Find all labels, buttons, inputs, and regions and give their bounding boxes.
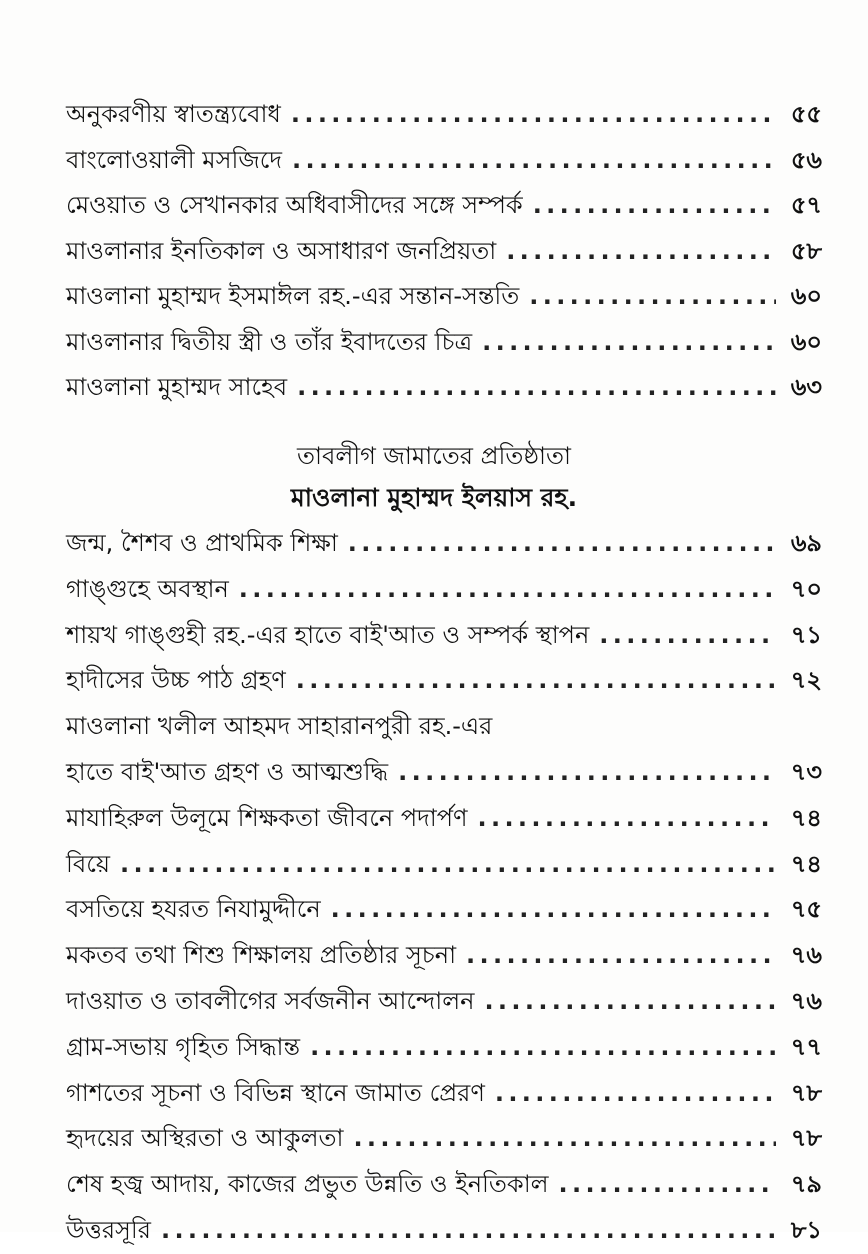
toc-entry-page: ৫৬: [790, 145, 822, 174]
toc-entry-title: হৃদয়ের অস্থিরতা ও আকুলতা: [66, 1124, 344, 1153]
toc-entry-page: ৫৭: [790, 191, 822, 219]
toc-entry-page: ৭১: [790, 620, 822, 649]
toc-entry-title: দাওয়াত ও তাবলীগের সর্বজনীন আন্দোলন: [66, 986, 475, 1015]
dot-leader: [310, 1025, 776, 1071]
toc-entry-title: গ্রাম-সভায় গৃহিত সিদ্ধান্ত: [66, 1032, 301, 1061]
toc-entry: [66, 229, 822, 275]
toc-entry: [66, 1025, 822, 1071]
dot-leader: [292, 138, 776, 184]
dot-leader: [348, 521, 776, 567]
toc-entry-title: মেওয়াত ও সেখানকার অধিবাসীদের সঙ্গে সম্পর্ক: [66, 191, 523, 219]
toc-entry: [66, 842, 822, 888]
toc-entry: [66, 138, 822, 184]
dot-leader: [599, 613, 776, 659]
toc-entry-title: বিয়ে: [66, 849, 111, 878]
toc-entry-title: মাওলানা মুহাম্মদ সাহেব: [66, 373, 288, 401]
toc-entry-page: ৬০: [790, 282, 822, 310]
toc-entry-title: অনুকরণীয় স্বাতন্ত্র্যবোধ: [66, 100, 281, 128]
toc-entry-title: মকতব তথা শিশু শিক্ষালয় প্রতিষ্ঠার সূচনা: [66, 941, 457, 970]
dot-leader: [239, 567, 776, 613]
toc-entry: [66, 1208, 822, 1254]
dot-leader: [161, 1208, 776, 1254]
dot-leader: [353, 1116, 776, 1162]
toc-entry: [66, 365, 822, 411]
toc-entry-page: ৭৯: [790, 1170, 822, 1199]
toc-entry-page: ৭৪: [790, 803, 822, 832]
section-subtitle: তাবলীগ জামাতের প্রতিষ্ঠাতা: [297, 442, 571, 470]
toc-entry-title: বসতিয়ে হযরত নিযামুদ্দীনে: [66, 895, 321, 924]
toc-entry: [66, 704, 822, 750]
toc-entry-page: ৬০: [790, 327, 822, 356]
toc-entry-page: ৫৫: [790, 100, 822, 128]
dot-leader: [398, 750, 776, 796]
toc-entry-page: ৭৭: [790, 1032, 822, 1061]
toc-entry-title: মাওলানার দ্বিতীয় স্ত্রী ও তাঁর ইবাদতের চিত্র: [66, 327, 473, 356]
toc-entry-page: ৭৫: [790, 895, 822, 924]
toc-entry-title: হাদীসের উচ্চ পাঠ গ্রহণ: [66, 666, 286, 695]
toc-entry: [66, 183, 822, 229]
dot-leader: [331, 887, 776, 933]
toc-entry: [66, 658, 822, 704]
toc-entry-title: গাশতের সূচনা ও বিভিন্ন স্থানে জামাত প্রেরণ: [66, 1078, 485, 1107]
toc-entry-page: ৭৩: [790, 757, 822, 786]
toc-entry-title: গাঙ্গুহে অবস্থান: [66, 574, 229, 603]
dot-leader: [296, 658, 776, 704]
toc-entry: [66, 1162, 822, 1208]
dot-leader: [506, 229, 776, 275]
toc-entry: [66, 521, 822, 567]
toc-entry-title: উত্তরসূরি: [66, 1215, 151, 1244]
toc-entry: [66, 1116, 822, 1162]
dot-leader: [466, 933, 776, 979]
toc-entry: [66, 796, 822, 842]
toc-entry: [66, 979, 822, 1025]
toc-entry-page: ৭৬: [790, 986, 822, 1015]
toc-entry-page: ৭৬: [790, 941, 822, 970]
toc-entry-page: ৭৮: [790, 1078, 822, 1107]
toc-entry-page: ৭৪: [790, 849, 822, 878]
toc-entry: [66, 92, 822, 138]
toc-entry: [66, 750, 822, 796]
toc-entry-page: ৬৯: [790, 529, 822, 557]
dot-leader: [482, 320, 776, 366]
toc-entry: [66, 274, 822, 320]
dot-leader: [484, 979, 776, 1025]
toc-entry-title: শেষ হজ্ব আদায়, কাজের প্রভুত উন্নতি ও ইনতিকাল: [66, 1170, 549, 1199]
toc-entry-title: মাওলানা খলীল আহমদ সাহারানপুরী রহ.-এর: [66, 712, 493, 741]
toc-entry: [66, 933, 822, 979]
toc-entry-title: মাওলানা মুহাম্মদ ইসমাঈল রহ.-এর সন্তান-সন্ততি: [66, 282, 520, 310]
dot-leader: [120, 842, 776, 888]
dot-leader: [478, 796, 776, 842]
toc-entry: [66, 567, 822, 613]
toc-section-two: [66, 521, 822, 1254]
toc-entry-page: ৫৮: [790, 236, 822, 265]
toc-entry-page: ৭২: [790, 666, 822, 695]
toc-entry-page: ৮১: [790, 1215, 822, 1244]
dot-leader: [529, 274, 776, 320]
section-title: মাওলানা মুহাম্মদ ইলয়াস রহ.: [290, 483, 578, 512]
toc-entry: [66, 320, 822, 366]
dot-leader: [559, 1162, 776, 1208]
dot-leader: [291, 92, 776, 138]
toc-entry-title: জন্ম, শৈশব ও প্রাথমিক শিক্ষা: [66, 529, 338, 557]
toc-entry-page: ৭০: [790, 574, 822, 603]
dot-leader: [297, 365, 776, 411]
toc-entry-title: হাতে বাই'আত গ্রহণ ও আত্মশুদ্ধি: [66, 757, 389, 786]
toc-entry: [66, 887, 822, 933]
toc-entry-page: ৭৮: [790, 1124, 822, 1153]
toc-entry-page: ৬৩: [790, 373, 822, 401]
dot-leader: [495, 1071, 776, 1117]
toc-entry-title: মাওলানার ইনতিকাল ও অসাধারণ জনপ্রিয়তা: [66, 236, 497, 265]
toc-entry-title: মাযাহিরুল উলূমে শিক্ষকতা জীবনে পদার্পণ: [66, 803, 468, 832]
toc-section-one: [66, 92, 822, 411]
toc-entry-title: শায়খ গাঙ্গুহী রহ.-এর হাতে বাই'আত ও সম্পর্ক স্থাপন: [66, 620, 590, 649]
dot-leader: [533, 183, 776, 229]
toc-entry: [66, 1071, 822, 1117]
toc-entry: [66, 613, 822, 659]
toc-entry-title: বাংলোওয়ালী মসজিদে: [66, 145, 283, 174]
